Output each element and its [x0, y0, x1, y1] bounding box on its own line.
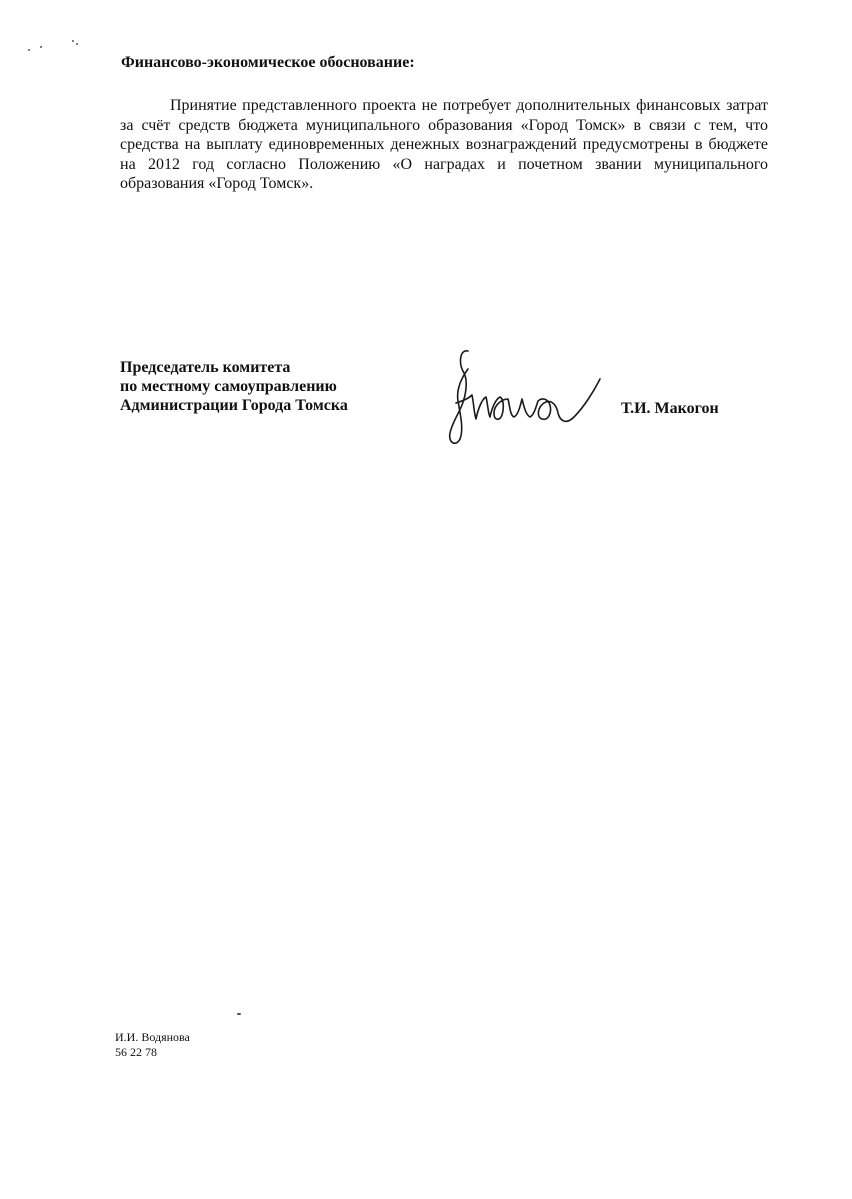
- handwritten-signature: [438, 343, 608, 453]
- section-heading: Финансово-экономическое обоснование:: [121, 54, 415, 71]
- scan-speck: [237, 1013, 241, 1015]
- signer-title-line: Администрации Города Томска: [120, 397, 348, 414]
- executor-name: И.И. Водянова: [115, 1030, 190, 1044]
- signer-title: [120, 358, 348, 415]
- scan-speck: [28, 49, 30, 51]
- signer-title-line: по местному самоуправлению: [120, 378, 337, 395]
- executor-phone: 56 22 78: [115, 1045, 157, 1059]
- signer-title-line: Председатель комитета: [120, 359, 291, 376]
- body-paragraph: Принятие представленного проекта не потребует дополнительных финансовых затрат за счёт средств бюджета муниципального образования «Город Томск» в связи с тем, что средства на выплату единовременных денежных вознаграждений предусмотрены в бюджете на 2012 год согласно Положению «О наградах и почетном звании муниципального образования «Город Томск».: [120, 97, 768, 192]
- scan-speck: [72, 40, 74, 42]
- scan-speck: [76, 43, 78, 45]
- scan-speck: [40, 46, 42, 48]
- executor-info: [115, 1030, 190, 1060]
- signer-name: Т.И. Макогон: [621, 400, 719, 417]
